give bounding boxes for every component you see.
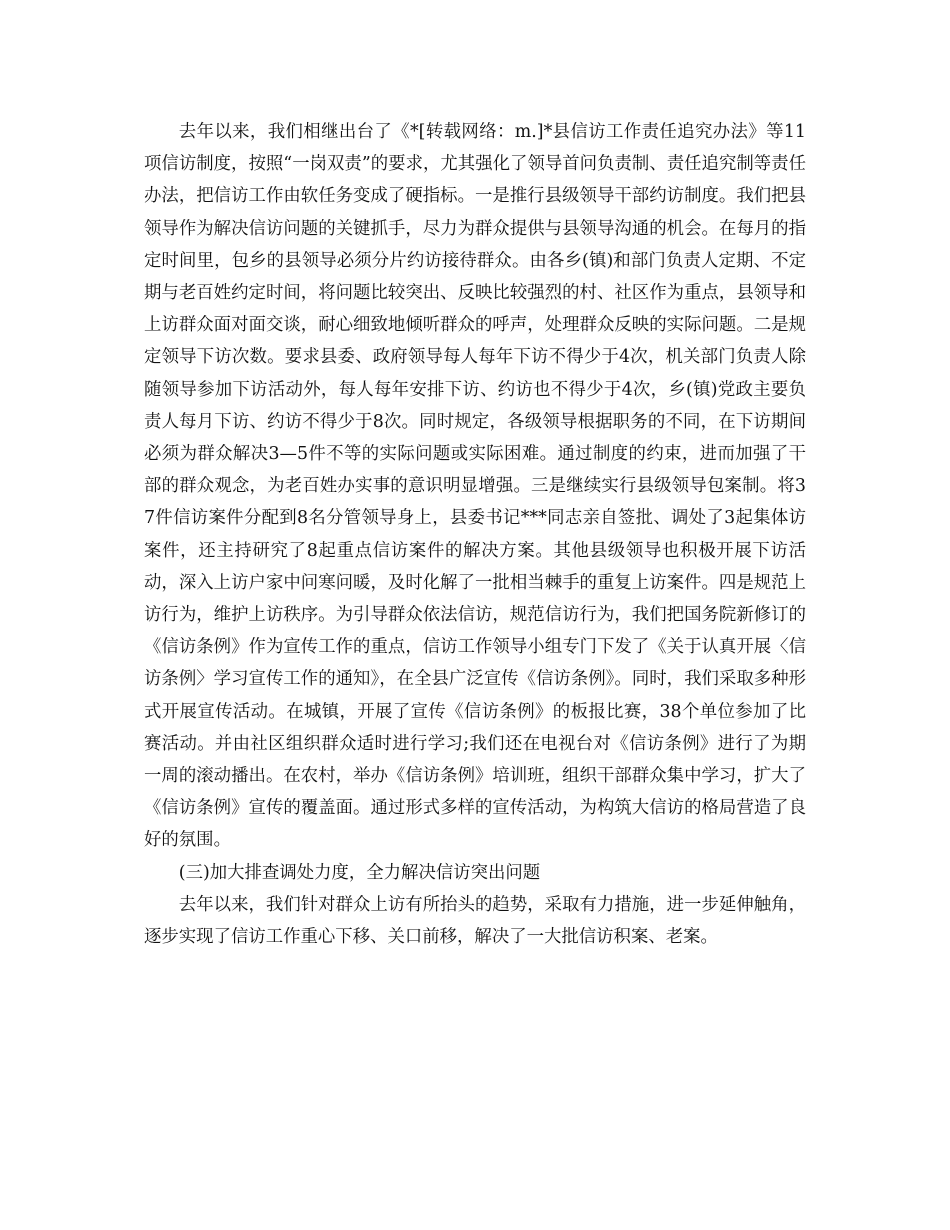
body-paragraph: 去年以来，我们针对群众上访有所抬头的趋势，采取有力措施，进一步延伸触角，逐步实现了信访工作重心下移、关口前移，解决了一大批信访积案、老案。 <box>144 894 806 948</box>
section-heading: (三)加大排查调处力度，全力解决信访突出问题 <box>178 862 541 883</box>
body-paragraph: 去年以来，我们相继出台了《*[转载网络：m.]*县信访工作责任追究办法》等11项信访制度，按照“一岗双责”的要求，尤其强化了领导首问负责制、责任追究制等责任办法，把信访工作由软任务变成了硬指标。一是推行县级领导干部约访制度。我们把县领导作为解决信访问题的关键抓手，尽力为群众提供与县领导沟通的机会。在每月的指定时间里，包乡的县领导必须分片约访接待群众。由各乡(镇)和部门负责人定期、不定期与老百姓约定时间，将问题比较突出、反映比较强烈的村、社区作为重点，县领导和上访群众面对面交谈，耐心细致地倾听群众的呼声，处理群众反映的实际问题。二是规定领导下访次数。要求县委、政府领导每人每年下访不得少于4次，机关部门负责人除随领导参加下访活动外，每人每年安排下访、约访也不得少于4次，乡(镇)党政主要负责人每月下访、约访不得少于8次。同时规定，各级领导根据职务的不同，在下访期间必须为群众解决3—5件不等的实际问题或实际困难。通过制度的约束，进而加强了干部的群众观念，为老百姓办实事的意识明显增强。三是继续实行县级领导包案制。将37件信访案件分配到8名分管领导身上，县委书记***同志亲自签批、调处了3起集体访案件，还主持研究了8起重点信访案件的解决方案。其他县级领导也积极开展下访活动，深入上访户家中问寒问暖，及时化解了一批相当棘手的重复上访案件。四是规范上访行为，维护上访秩序。为引导群众依法信访，规范信访行为，我们把国务院新修订的《信访条例》作为宣传工作的重点，信访工作领导小组专门下发了《关于认真开展〈信访条例〉学习宣传工作的通知》，在全县广泛宣传《信访条例》。同时，我们采取多种形式开展宣传活动。在城镇，开展了宣传《信访条例》的板报比赛，38个单位参加了比赛活动。并由社区组织群众适时进行学习;我们还在电视台对《信访条例》进行了为期一周的滚动播出。在农村，举办《信访条例》培训班，组织干部群众集中学习，扩大了《信访条例》宣传的覆盖面。通过形式多样的宣传活动，为构筑大信访的格局营造了良好的氛围。 <box>144 122 806 851</box>
document-body <box>144 116 806 953</box>
